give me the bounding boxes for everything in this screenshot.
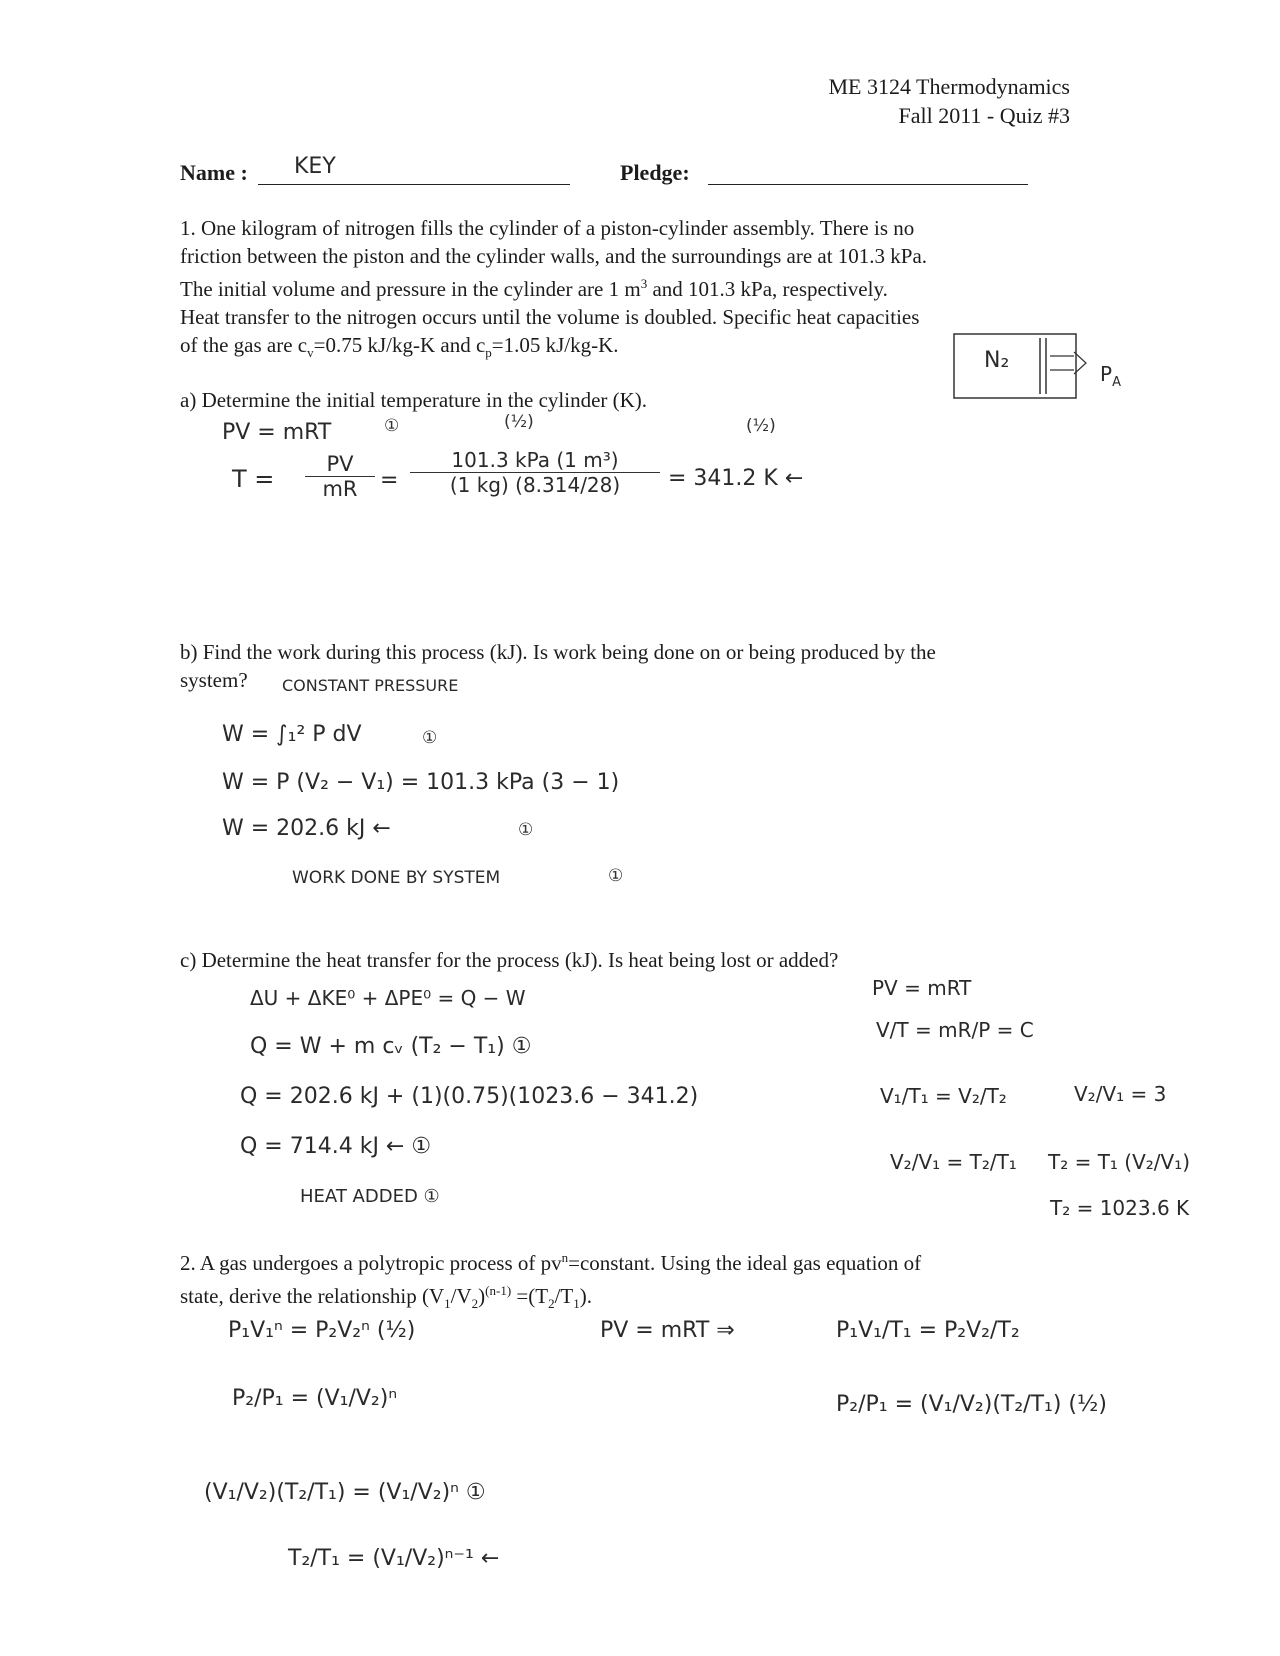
part-c-line-2: Q = W + m cᵥ (T₂ − T₁) ① [250, 1034, 532, 1059]
part-c-right-3b: V₂/V₁ = 3 [1074, 1082, 1167, 1106]
q2-line-2: state, derive the relationship $(V_1/V_2)^{(n-1)} =(T_2/T_1)$. [180, 1283, 593, 1312]
q2-work-1: P₁V₁ⁿ = P₂V₂ⁿ (½) [228, 1318, 416, 1343]
part-a-fraction-1: PV mR [305, 452, 375, 501]
part-a-prompt: a) Determine the initial temperature in the cylinder (K). [180, 388, 648, 412]
name-field[interactable] [258, 150, 570, 185]
question-2-text [180, 1244, 1080, 1318]
pledge-label: Pledge: [620, 160, 690, 185]
part-c-line-4: Q = 714.4 kJ ← ① [240, 1134, 432, 1159]
part-c-prompt: c) Determine the heat transfer for the process (kJ). Is heat being lost or added? [180, 948, 839, 972]
atm-pressure-label: $P_A$ [1100, 362, 1121, 390]
question-1-text [180, 214, 1080, 367]
part-b-mark-3: ① [608, 866, 624, 886]
q2-work-6: (V₁/V₂)(T₂/T₁) = (V₁/V₂)ⁿ ① [204, 1480, 486, 1505]
part-b-prompt-2: system? [180, 668, 248, 692]
part-b-line-1: W = ∫₁² P dV [222, 722, 362, 747]
part-c-right-5: T₂ = 1023.6 K [1050, 1196, 1190, 1220]
part-c-right-3: V₁/T₁ = V₂/T₂ [880, 1084, 1007, 1108]
name-label: Name : [180, 160, 248, 185]
pledge-field[interactable] [708, 150, 1028, 185]
part-b-mark-1: ① [422, 728, 438, 748]
q2-work-5: P₂/P₁ = (V₁/V₂)(T₂/T₁) (½) [836, 1392, 1107, 1417]
q1-line-5: of the gas are $c_v=0.75$ kJ/kg-K and $c_p=1.05$ kJ/kg-K. [180, 333, 619, 361]
part-c-right-2: V/T = mR/P = C [876, 1018, 1034, 1042]
part-b-line-4: WORK DONE BY SYSTEM [292, 868, 501, 888]
q2-work-4: P₂/P₁ = (V₁/V₂)ⁿ [232, 1386, 398, 1411]
part-c-right-4: V₂/V₁ = T₂/T₁ [890, 1150, 1017, 1174]
part-b-line-3: W = 202.6 kJ ← [222, 816, 391, 841]
part-c-right-1: PV = mRT [872, 976, 972, 1000]
part-a-equals: = [380, 468, 399, 493]
part-b-note: CONSTANT PRESSURE [282, 676, 459, 695]
course-title: ME 3124 Thermodynamics [828, 74, 1070, 99]
q2-work-7: T₂/T₁ = (V₁/V₂)ⁿ⁻¹ ← [288, 1546, 500, 1571]
part-a-mark-3: (½) [746, 416, 776, 436]
q1-line-1: 1. One kilogram of nitrogen fills the cylinder of a piston-cylinder assembly. There is no [180, 216, 915, 240]
gas-label: N₂ [984, 348, 1010, 373]
q2-line-1: 2. A gas undergoes a polytropic process of $pv^n=constant$. Using the ideal gas equation of [180, 1250, 922, 1275]
part-b-line-2: W = P (V₂ − V₁) = 101.3 kPa (3 − 1) [222, 770, 620, 795]
part-c-line-1: ΔU + ΔKE⁰ + ΔPE⁰ = Q − W [250, 986, 526, 1010]
part-c-line-5: HEAT ADDED ① [300, 1186, 440, 1207]
q1-line-3: The initial volume and pressure in the cylinder are 1 $m^3$ and 101.3 kPa, respectively. [180, 276, 888, 301]
part-a-fraction-2: 101.3 kPa (1 m³) (1 kg) (8.314/28) [410, 448, 660, 497]
name-value: KEY [294, 154, 336, 179]
part-a-eq1: PV = mRT [222, 420, 332, 445]
part-c-right-4b: T₂ = T₁ (V₂/V₁) [1048, 1150, 1191, 1174]
part-b-prompt: b) Find the work during this process (kJ). Is work being done on or being produced by the [180, 640, 936, 664]
piston-cylinder-sketch [950, 330, 1150, 410]
part-c-line-3: Q = 202.6 kJ + (1)(0.75)(1023.6 − 341.2) [240, 1084, 699, 1109]
course-header [828, 72, 1070, 130]
part-a-mark-1: ① [384, 416, 400, 436]
q2-work-2: PV = mRT ⇒ [600, 1318, 735, 1343]
q1-line-2: friction between the piston and the cylinder walls, and the surroundings are at 101.3 kPa. [180, 244, 928, 268]
part-a-t-label: T = [232, 465, 275, 493]
q2-work-3: P₁V₁/T₁ = P₂V₂/T₂ [836, 1318, 1020, 1343]
part-b-mark-2: ① [518, 820, 534, 840]
q1-line-4: Heat transfer to the nitrogen occurs until the volume is doubled. Specific heat capacities [180, 305, 920, 329]
part-a-mark-2: (½) [504, 412, 534, 432]
quiz-term: Fall 2011 - Quiz #3 [898, 103, 1070, 128]
part-a-result: = 341.2 K ← [668, 466, 804, 491]
